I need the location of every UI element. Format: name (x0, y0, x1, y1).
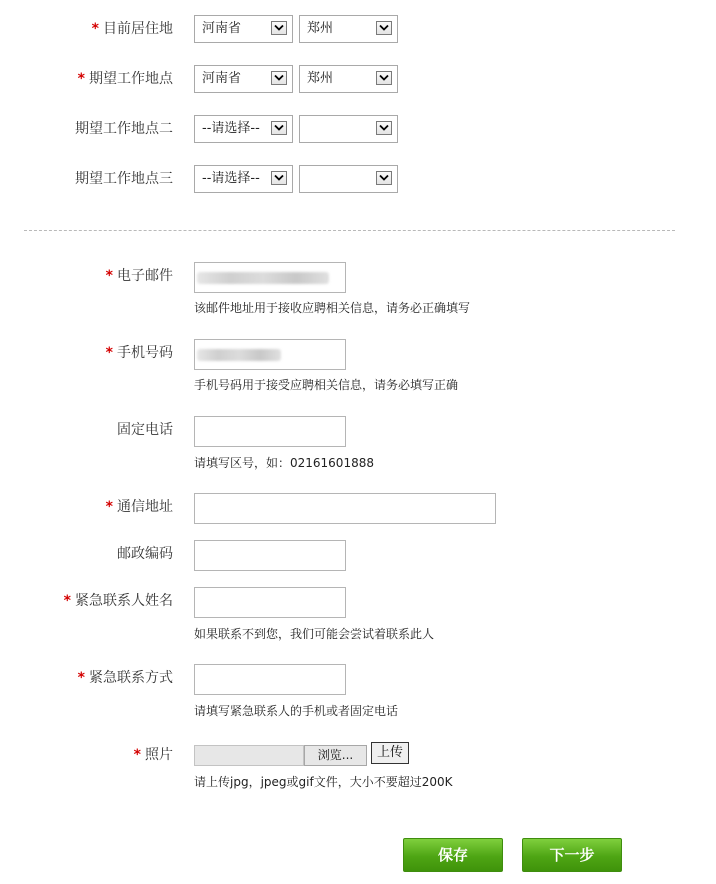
address-field[interactable] (194, 493, 496, 524)
chevron-down-icon (271, 121, 287, 135)
desired-location-2-province-select[interactable]: --请选择-- (194, 115, 293, 143)
desired-location-2-label: 期望工作地点二 (75, 121, 173, 137)
section-divider (24, 230, 675, 231)
required-mark: * (77, 71, 85, 87)
redacted-value (197, 272, 329, 284)
landline-field[interactable] (194, 416, 346, 447)
chevron-down-icon (271, 21, 287, 35)
emergency-contact-label: * 紧急联系方式 (77, 670, 173, 686)
required-mark: * (91, 21, 99, 37)
email-hint: 该邮件地址用于接收应聘相关信息，请务必正确填写 (194, 301, 471, 315)
chevron-down-icon (271, 171, 287, 185)
emergency-name-field[interactable] (194, 587, 346, 618)
current-residence-city-select[interactable]: 郑州 (299, 15, 398, 43)
chevron-down-icon (376, 171, 392, 185)
desired-location-3-city-select[interactable] (299, 165, 398, 193)
current-residence-label: * 目前居住地 (91, 21, 173, 37)
redacted-value (197, 349, 281, 361)
current-residence-province-select[interactable]: 河南省 (194, 15, 293, 43)
required-mark: * (77, 670, 85, 686)
photo-file-path[interactable] (194, 745, 304, 766)
next-step-button[interactable]: 下一步 (522, 838, 622, 872)
mobile-label: * 手机号码 (105, 345, 173, 361)
desired-location-1-city-select[interactable]: 郑州 (299, 65, 398, 93)
postcode-label: 邮政编码 (117, 546, 173, 562)
photo-label: * 照片 (133, 747, 173, 763)
address-label: * 通信地址 (105, 499, 173, 515)
desired-location-1-label: * 期望工作地点 (77, 71, 173, 87)
required-mark: * (105, 345, 113, 361)
mobile-hint: 手机号码用于接受应聘相关信息，请务必填写正确 (194, 378, 459, 392)
chevron-down-icon (271, 71, 287, 85)
upload-button[interactable]: 上传 (371, 742, 409, 764)
desired-location-2-city-select[interactable] (299, 115, 398, 143)
emergency-name-hint: 如果联系不到您，我们可能会尝试着联系此人 (194, 627, 435, 641)
emergency-name-label: * 紧急联系人姓名 (63, 593, 173, 609)
landline-label: 固定电话 (117, 422, 173, 438)
postcode-field[interactable] (194, 540, 346, 571)
landline-hint: 请填写区号，如：02161601888 (194, 456, 374, 470)
required-mark: * (105, 268, 113, 284)
browse-button[interactable]: 浏览... (304, 745, 367, 766)
emergency-contact-hint: 请填写紧急联系人的手机或者固定电话 (194, 704, 399, 718)
email-field[interactable] (194, 262, 346, 293)
mobile-field[interactable] (194, 339, 346, 370)
chevron-down-icon (376, 121, 392, 135)
emergency-contact-field[interactable] (194, 664, 346, 695)
email-label: * 电子邮件 (105, 268, 173, 284)
save-button[interactable]: 保存 (403, 838, 503, 872)
desired-location-1-province-select[interactable]: 河南省 (194, 65, 293, 93)
desired-location-3-province-select[interactable]: --请选择-- (194, 165, 293, 193)
required-mark: * (133, 747, 141, 763)
required-mark: * (105, 499, 113, 515)
photo-hint: 请上传jpg，jpeg或gif文件，大小不要超过200K (194, 775, 453, 789)
chevron-down-icon (376, 71, 392, 85)
desired-location-3-label: 期望工作地点三 (75, 171, 173, 187)
chevron-down-icon (376, 21, 392, 35)
required-mark: * (63, 593, 71, 609)
